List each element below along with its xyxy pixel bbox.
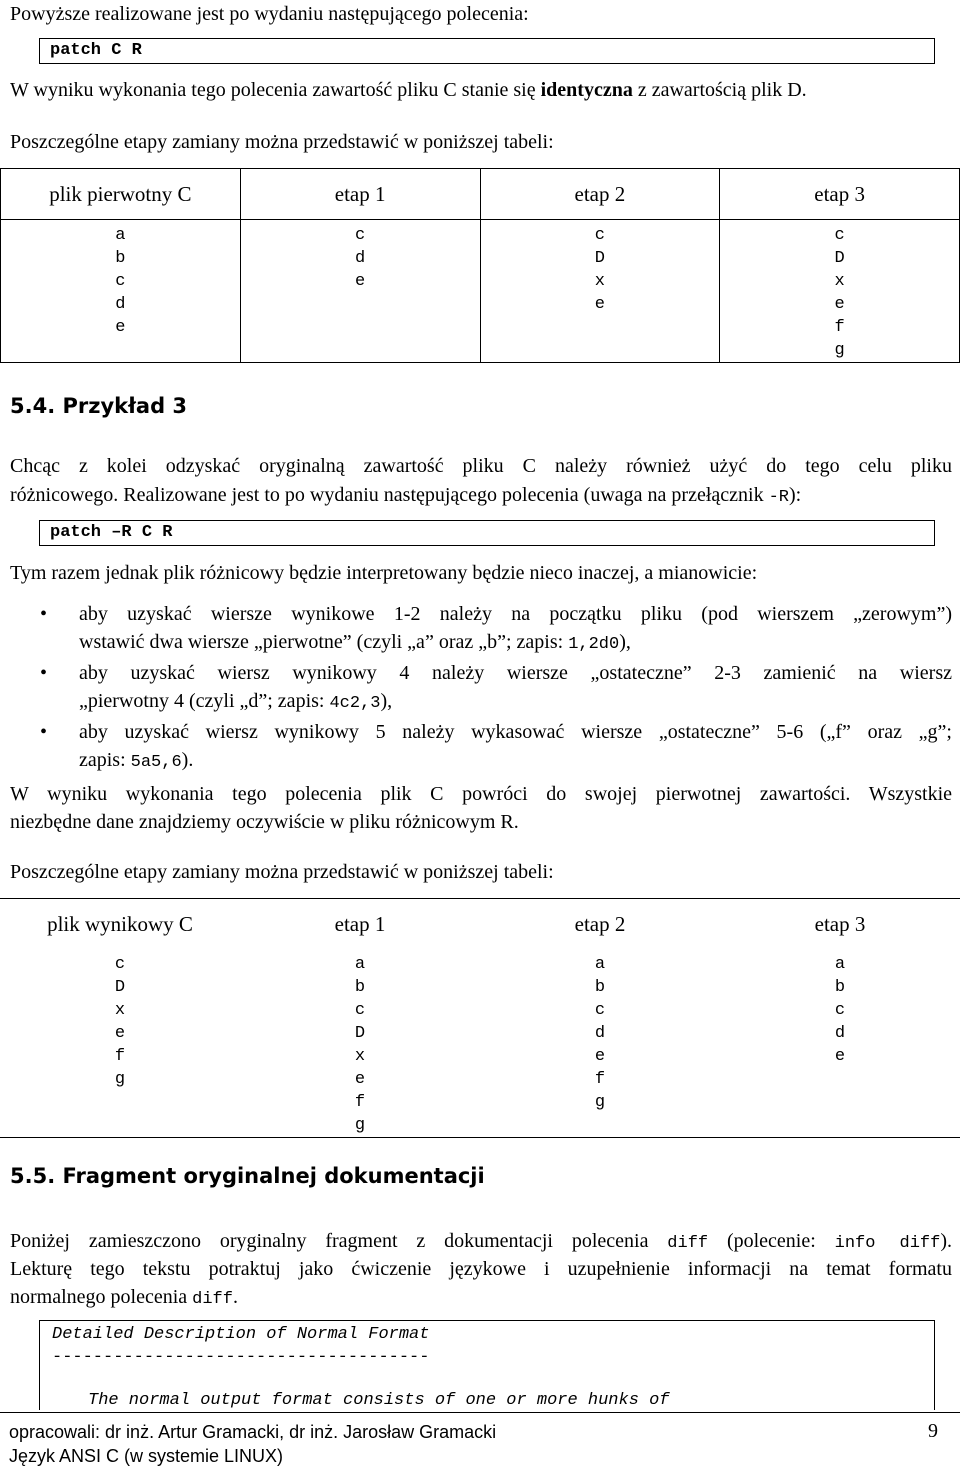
recover-paragraph-line1: Chcąc z kolei odzyskać oryginalną zawartość pliku C należy również użyć do tego celu pliku <box>10 455 952 477</box>
table-cell: e <box>834 1047 846 1066</box>
table-cell: g <box>594 1093 606 1112</box>
table-cell: x <box>114 1001 126 1020</box>
table-cell: g <box>114 1070 126 1089</box>
table-cell: x <box>834 272 845 291</box>
table-column <box>720 949 960 1138</box>
list-item-line: aby uzyskać wiersz wynikowy 5 należy wykasować wiersze „ostateczne” 5-6 („f” oraz „g”; <box>79 721 952 743</box>
table-cell: g <box>354 1116 366 1135</box>
table-cell: f <box>594 1070 606 1089</box>
section-heading-5-5: 5.5. Fragment oryginalnej dokumentacji <box>10 1164 485 1188</box>
table-cell: d <box>834 1024 846 1043</box>
list-item <box>0 600 952 659</box>
recover-paragraph-line2 <box>10 481 952 512</box>
list-item <box>0 659 952 718</box>
bullet-icon: • <box>40 603 48 625</box>
table-header-cell: etap 2 <box>480 169 720 220</box>
docs-paragraph-line2: Lekturę tego tekstu potraktuj jako ćwiczenie językowe i uzupełnienie informacji na temat formatu <box>10 1258 952 1280</box>
table-cell: c <box>355 226 366 245</box>
stages-table-forward <box>0 168 960 363</box>
section-heading-5-4: 5.4. Przykład 3 <box>10 394 188 418</box>
command-text: patch –R C R <box>50 523 173 542</box>
table-column <box>1 220 241 363</box>
footer-course: Język ANSI C (w systemie LINUX) <box>9 1446 284 1466</box>
list-item <box>0 718 952 777</box>
switch-code: -R <box>768 488 789 507</box>
table-cell: c <box>115 272 126 291</box>
table-cell: e <box>594 1047 606 1066</box>
inline-code: info diff <box>834 1234 941 1253</box>
table-cell: c <box>594 226 605 245</box>
list-item-line: wstawić dwa wiersze „pierwotne” (czyli „a” oraz „b”; zapis: 1,2d0), <box>79 631 631 654</box>
table-cell: d <box>594 1024 606 1043</box>
table-cell: e <box>354 1070 366 1089</box>
table-intro-paragraph-2: Poszczególne etapy zamiany można przedstawić w poniższej tabeli: <box>10 861 554 883</box>
table-cell: c <box>594 1001 606 1020</box>
table-cell: g <box>834 341 845 360</box>
table-cell: f <box>834 318 845 337</box>
inline-code: diff <box>667 1234 709 1253</box>
table-cell: f <box>354 1093 366 1112</box>
page-number: 9 <box>928 1420 938 1442</box>
table-cell: f <box>114 1047 126 1066</box>
table-cell: D <box>594 249 605 268</box>
list-item-line: zapis: 5a5,6). <box>79 749 194 772</box>
result-text: W wyniku wykonania tego polecenia zawartość pliku C stanie się <box>10 79 541 101</box>
table-header-cell: etap 3 <box>720 899 960 950</box>
table-cell: d <box>355 249 366 268</box>
table-cell: b <box>594 978 606 997</box>
documentation-excerpt-box <box>39 1320 935 1410</box>
footer-divider <box>0 1412 960 1413</box>
conclusion-paragraph-line2: niezbędne dane znajdziemy oczywiście w pliku różnicowym R. <box>10 811 519 833</box>
table-column <box>720 220 960 363</box>
inline-code: diff <box>192 1290 233 1309</box>
intro-paragraph: Powyższe realizowane jest po wydaniu następującego polecenia: <box>10 3 529 25</box>
table-column <box>480 949 720 1138</box>
table-column <box>240 949 480 1138</box>
recover-text: różnicowego. Realizowane jest to po wydaniu następującego polecenia (uwaga na przełącznik <box>10 484 769 506</box>
emphasis-identical: identyczna <box>540 79 633 101</box>
command-box-patch-reverse <box>39 520 935 546</box>
result-text-end: z zawartością plik D. <box>632 79 807 101</box>
interpretation-paragraph: Tym razem jednak plik różnicowy będzie interpretowany będzie nieco inaczej, a mianowicie: <box>10 562 758 584</box>
stages-table-reverse <box>0 898 960 1138</box>
bullet-icon: • <box>40 662 48 684</box>
bullet-icon: • <box>40 721 48 743</box>
table-cell: a <box>115 226 126 245</box>
table-cell: e <box>355 272 366 291</box>
conclusion-paragraph-line1: W wyniku wykonania tego polecenia plik C powróci do swojej pierwotnej zawartości. Wszystkie <box>10 783 952 805</box>
table-column <box>0 949 240 1138</box>
table-cell: d <box>115 295 126 314</box>
table-cell: D <box>834 249 845 268</box>
list-item-line: aby uzyskać wiersz wynikowy 4 należy wiersze „ostateczne” 2-3 zamienić na wiersz <box>79 662 952 684</box>
steps-list <box>0 600 952 777</box>
inline-code: 5a5,6 <box>130 753 182 772</box>
doc-title: Detailed Description of Normal Format <box>52 1325 430 1344</box>
table-cell: x <box>354 1047 366 1066</box>
table-cell: e <box>834 295 845 314</box>
inline-code: 1,2d0 <box>568 635 620 654</box>
table-cell: D <box>114 978 126 997</box>
inline-code: 4c2,3 <box>329 694 381 713</box>
table-cell: c <box>114 955 126 974</box>
table-cell: e <box>114 1024 126 1043</box>
table-cell: x <box>594 272 605 291</box>
docs-paragraph-line3: normalnego polecenia diff. <box>10 1286 238 1309</box>
docs-paragraph-line1: Poniżej zamieszczono oryginalny fragment z dokumentacji polecenia diff (polecenie: info diff). <box>10 1230 952 1253</box>
table-intro-paragraph: Poszczególne etapy zamiany można przedstawić w poniższej tabeli: <box>10 131 554 153</box>
command-box-patch <box>39 38 935 64</box>
table-cell: b <box>115 249 126 268</box>
table-column <box>240 220 480 363</box>
table-header-cell: plik wynikowy C <box>0 899 240 950</box>
table-cell: D <box>354 1024 366 1043</box>
table-cell: c <box>834 1001 846 1020</box>
footer-authors: opracowali: dr inż. Artur Gramacki, dr inż. Jarosław Gramacki <box>9 1422 497 1442</box>
table-cell: e <box>594 295 605 314</box>
list-item-line: „pierwotny 4 (czyli „d”; zapis: 4c2,3), <box>79 690 393 713</box>
table-cell: c <box>354 1001 366 1020</box>
table-cell: b <box>354 978 366 997</box>
table-cell: a <box>594 955 606 974</box>
table-cell: a <box>354 955 366 974</box>
table-cell: c <box>834 226 845 245</box>
table-header-cell: etap 1 <box>240 899 480 950</box>
command-text: patch C R <box>50 41 142 60</box>
result-paragraph <box>10 76 952 104</box>
list-item-line: aby uzyskać wiersze wynikowe 1-2 należy na początku pliku (pod wierszem „zerowym”) <box>79 603 952 625</box>
recover-text-end: ): <box>788 484 802 506</box>
table-cell: e <box>115 318 126 337</box>
table-header-cell: etap 3 <box>720 169 960 220</box>
table-column <box>480 220 720 363</box>
table-header-cell: etap 1 <box>240 169 480 220</box>
table-header-cell: plik pierwotny C <box>1 169 241 220</box>
doc-title-underline: ------------------------------------- <box>52 1348 430 1367</box>
doc-line: The normal output format consists of one or more hunks of <box>88 1391 670 1410</box>
table-cell: b <box>834 978 846 997</box>
table-cell: a <box>834 955 846 974</box>
table-header-cell: etap 2 <box>480 899 720 950</box>
